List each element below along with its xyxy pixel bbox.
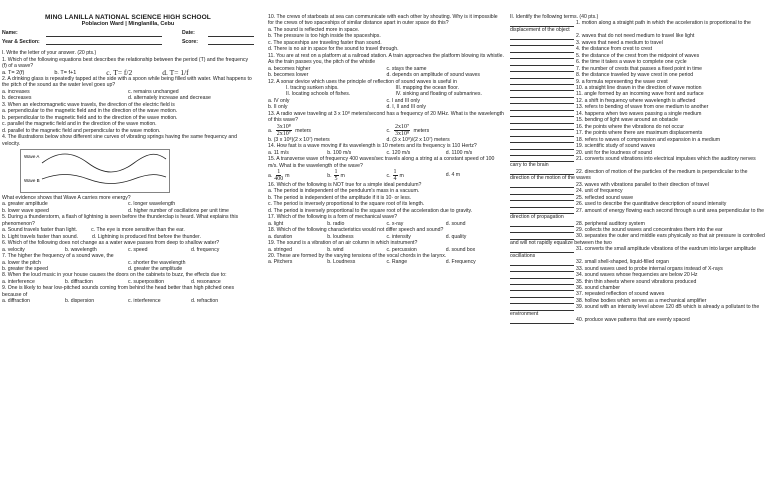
q8-option-d[interactable]: d. resonance bbox=[191, 278, 221, 285]
q4-options bbox=[2, 201, 254, 214]
term-description: 37. repeated reflection of sound waves bbox=[576, 291, 665, 298]
term-description: 11. angle formed by an incoming wave front and surface bbox=[576, 91, 704, 98]
question-5: 5. During a thunderstorm, a flash of lightning is seen before the thunderclap is heard. What explains this phenomenon? bbox=[2, 214, 239, 227]
term-description: 19. scientific study of sound waves bbox=[576, 143, 656, 150]
list-item bbox=[510, 156, 766, 169]
q1-option-b[interactable]: b. T= f+1 bbox=[54, 69, 77, 76]
q4-option-c[interactable]: c. longer wavelength bbox=[128, 201, 176, 208]
answer-blank[interactable] bbox=[510, 259, 574, 265]
question-2: 2. A drinking glass is repeatedly tapped at the side with a spoon while being filled with water. What happens to the pitch of the sound as the water level goes up? bbox=[2, 76, 252, 89]
list-item bbox=[510, 20, 766, 33]
term-description: 17. the points where there are maximum displacements bbox=[576, 130, 703, 137]
term-description: 28. peripheral auditory system bbox=[576, 220, 645, 227]
date-label: Date: bbox=[182, 30, 195, 36]
q19-option-b[interactable]: b. wind bbox=[327, 246, 344, 253]
term-description: 33. sound waves used to probe internal organs instead of X-rays bbox=[576, 265, 723, 272]
question-1: 1. Which of the following equations best describes the relationship between the period (T) and the frequency (f) of a wave? bbox=[2, 56, 249, 70]
q12-item-3: III. mapping the ocean floor. bbox=[395, 84, 459, 91]
q5-option-d[interactable]: d. Lightning is produced first before the thunder. bbox=[92, 233, 201, 240]
q12-item-2: II. locating schools of fishes. bbox=[286, 91, 351, 98]
name-field[interactable] bbox=[46, 30, 162, 37]
q15-option-c[interactable]: c. $\frac{1}{4}$ m bbox=[386, 168, 404, 182]
q12-items bbox=[268, 85, 505, 98]
term-description: 31. converts the small amplitude vibrations of the eardrum into larger amplitude oscillations bbox=[510, 246, 757, 259]
q12-item-1: I. tracing sunken ships. bbox=[286, 84, 339, 91]
term-description: 34. sound waves whose frequencies are below 20 Hz bbox=[576, 272, 698, 279]
term-description: 18. refers to waves of compression and expansion in a medium bbox=[576, 136, 721, 143]
question-15: 15. A transverse wave of frequency 400 waves/sec travels along a string at a constant speed of 100 m/s. What is the wavelength of the wave? bbox=[268, 156, 495, 169]
list-item bbox=[510, 317, 766, 323]
term-description: 3. waves that need a medium to travel bbox=[576, 39, 663, 46]
q14-option-b[interactable]: b. 100 m/s bbox=[327, 149, 352, 156]
q5-option-c[interactable]: c. The eye is more sensitive than the ear. bbox=[91, 227, 185, 234]
question-19: 19. The sound is a vibration of an air column in which instrument? bbox=[268, 240, 418, 247]
term-description: 12. a shift in frequency where wavelength is affected bbox=[576, 97, 696, 104]
term-description: 24. unit of frequency bbox=[576, 188, 623, 195]
q3-option-a[interactable]: a. perpendicular to the magnetic field and in the direction of the wave motion. bbox=[2, 108, 178, 115]
term-description: 13. refers to bending of wave from one medium to another bbox=[576, 104, 709, 111]
q12-option-c[interactable]: c. I and III only bbox=[386, 97, 420, 104]
q2-option-d[interactable]: d. alternately increase and decrease bbox=[128, 95, 211, 102]
q6-option-d[interactable]: d. frequency bbox=[191, 246, 220, 253]
school-name: MING LANILLA NATIONAL SCIENCE HIGH SCHOOL bbox=[45, 14, 211, 21]
q9-option-d[interactable]: d. refraction bbox=[191, 298, 219, 305]
q16-option-b[interactable]: b. The period is independent of the amplitude if it is 10· or less. bbox=[268, 194, 412, 201]
column-middle bbox=[268, 14, 505, 497]
question-20: 20. These are formed by the varying tensions of the vocal chords in the larynx. bbox=[268, 252, 447, 259]
q19-option-c[interactable]: c. percussion bbox=[386, 246, 417, 253]
term-description: 36. sound chamber bbox=[576, 285, 621, 292]
term-description: 38. hollow bodies which serves as a mechanical amplifier bbox=[576, 297, 707, 304]
q14-option-d[interactable]: d. 1100 m/s bbox=[445, 149, 473, 156]
q3-option-c[interactable]: c. parallel the magnetic field and in the direction of the wave motion. bbox=[2, 121, 157, 128]
term-description: 14. happens when two waves passing a single medium bbox=[576, 110, 702, 117]
q7-option-b[interactable]: b. greater the speed bbox=[2, 265, 49, 272]
term-description: 4. the distance from crest to crest bbox=[576, 46, 652, 53]
q10-option-a[interactable]: a. The sound is reflected more in space. bbox=[268, 26, 360, 33]
answer-blank[interactable] bbox=[510, 189, 574, 195]
q7-option-c[interactable]: c. shorter the wavelength bbox=[128, 259, 186, 266]
q15-option-d[interactable]: d. 4 m bbox=[445, 172, 461, 179]
term-description: 5. the distance of the crest from the midpoint of waves bbox=[576, 52, 700, 59]
term-description: 25. reflected sound wave bbox=[576, 194, 634, 201]
wave-a-curve bbox=[42, 154, 166, 172]
column-right bbox=[510, 14, 766, 497]
list-item bbox=[510, 169, 766, 182]
q17-option-d[interactable]: d. sound bbox=[445, 220, 466, 227]
q7-options bbox=[2, 260, 254, 273]
date-field[interactable] bbox=[208, 30, 254, 37]
part1-instruction: I. Write the letter of your answer. (20 pts.) bbox=[2, 50, 97, 57]
terms-list bbox=[510, 20, 766, 323]
q11-option-c[interactable]: c. stays the same bbox=[386, 65, 427, 72]
q19-option-d[interactable]: d. sound box bbox=[445, 246, 476, 253]
question-16: 16. Which of the following is NOT true for a simple ideal pendulum? bbox=[268, 181, 422, 188]
list-item bbox=[510, 208, 766, 221]
list-item bbox=[510, 233, 766, 246]
column-left bbox=[2, 14, 254, 497]
term-description: 7. the number of crests that passes a fixed point in time bbox=[576, 65, 703, 72]
answer-blank[interactable] bbox=[510, 47, 574, 53]
q4-option-a[interactable]: a. greater amplitude bbox=[2, 201, 48, 208]
answer-blank[interactable] bbox=[510, 130, 574, 136]
question-3: 3. When an electromagnetic wave travels, the direction of the electric field is bbox=[2, 101, 175, 108]
score-label: Score: bbox=[182, 38, 198, 45]
q9-option-c[interactable]: c. interference bbox=[128, 298, 161, 305]
q1-option-a[interactable]: a. T= 2(f) bbox=[2, 69, 25, 76]
q18-option-c[interactable]: c. intensity bbox=[386, 233, 411, 240]
answer-blank[interactable] bbox=[510, 59, 574, 65]
q12-option-d[interactable]: d. I, II and III only bbox=[386, 104, 426, 111]
q4-option-d[interactable]: d. higher number of oscillations per unit time bbox=[128, 207, 229, 214]
q6-option-c[interactable]: c. speed bbox=[128, 246, 148, 253]
q16-option-a[interactable]: a. The period is independent of the pendulum's mass in a vacuum. bbox=[268, 188, 420, 195]
term-description: 39. sound with an intensity level above 120 dB which is already a pollutant to the environment bbox=[510, 304, 760, 317]
question-18: 18. Which of the following characteristics would not differ speech and sound? bbox=[268, 227, 444, 234]
q20-options bbox=[268, 259, 505, 265]
answer-blank[interactable] bbox=[510, 92, 574, 98]
q2-option-b[interactable]: b. decreases bbox=[2, 95, 32, 102]
q10-option-c[interactable]: c. The spaceships are traveling faster than sound. bbox=[268, 39, 382, 46]
q3-option-d[interactable]: d. parallel to the magnetic field and perpendicular to the wave motion. bbox=[2, 127, 161, 134]
q1-option-c[interactable]: c. T= f/2 bbox=[106, 67, 133, 77]
term-description: 35. thin thin sheets where sound vibrations produced bbox=[576, 278, 697, 285]
answer-blank[interactable] bbox=[510, 272, 574, 278]
term-description: 6. the time it takes a wave to complete one cycle bbox=[576, 59, 687, 66]
q20-option-c[interactable]: c. Range bbox=[386, 259, 408, 266]
q2-option-a[interactable]: a. increases bbox=[2, 88, 30, 95]
q20-option-a[interactable]: a. Pitchers bbox=[268, 259, 293, 266]
q4-option-b[interactable]: b. lower wave speed bbox=[2, 207, 49, 214]
term-description: 32. small shell-shaped, liquid-filled organ bbox=[576, 259, 669, 266]
q13-options bbox=[268, 124, 505, 143]
q11-option-d[interactable]: d. depends on amplitude of sound waves bbox=[386, 72, 480, 79]
q7-option-a[interactable]: a. lower the pitch bbox=[2, 259, 41, 266]
q13-option-a[interactable]: a. $\frac{\text{3x10⁸}}{\text{2x10⁷}}$ meters bbox=[268, 123, 311, 137]
q9-option-a[interactable]: a. diffraction bbox=[2, 298, 30, 305]
q15-options bbox=[268, 169, 505, 182]
wave-b-curve bbox=[42, 174, 166, 183]
q1-option-d[interactable]: d. T= 1/f bbox=[162, 67, 189, 77]
q17-option-b[interactable]: b. radio bbox=[327, 220, 345, 227]
wave-a-label: Wave A bbox=[24, 153, 40, 159]
term-description: 1. motion along a straight path in which the acceleration is proportional to the displacement of the object bbox=[510, 20, 751, 33]
q14-option-c[interactable]: c. 120 m/s bbox=[386, 149, 411, 156]
q7-option-d[interactable]: d. greater the amplitude bbox=[128, 265, 183, 272]
q13-option-c[interactable]: c. $\frac{\text{2x10⁷}}{\text{3x10⁸}}$ meters bbox=[386, 123, 430, 137]
q12-option-a[interactable]: a. IV only bbox=[268, 97, 290, 104]
name-row bbox=[2, 30, 254, 37]
question-4-prompt: What evidence shows that Wave A carries more energy? bbox=[2, 194, 131, 201]
year-section-label: Year & Section: bbox=[2, 38, 40, 45]
answer-blank[interactable] bbox=[510, 201, 574, 207]
term-description: 10. a straight line drawn in the direction of wave motion bbox=[576, 84, 702, 91]
q14-option-a[interactable]: a. 11 m/s bbox=[268, 149, 289, 156]
answer-blank[interactable] bbox=[510, 118, 574, 124]
question-12: 12. A sonar device which uses the principle of reflection of sound waves is useful in bbox=[268, 78, 457, 85]
q8-option-c[interactable]: c. superposition bbox=[128, 278, 165, 285]
q11-option-b[interactable]: b. becomes lower bbox=[268, 72, 309, 79]
q18-option-d[interactable]: d. quality bbox=[445, 233, 467, 240]
term-description: 26. used to describe the quantitative description of sound intensity bbox=[576, 201, 727, 208]
q20-option-b[interactable]: b. Loudness bbox=[327, 259, 356, 266]
term-description: 21. converts sound vibrations into electrical impulses which the auditory nerves carry to the brain bbox=[510, 155, 756, 169]
answer-blank[interactable] bbox=[510, 318, 574, 324]
q8-option-b[interactable]: b. diffraction bbox=[65, 278, 93, 285]
score-field[interactable] bbox=[208, 39, 254, 46]
q2-options bbox=[2, 89, 254, 102]
q11-option-a[interactable]: a. becomes higher bbox=[268, 65, 311, 72]
term-description: 20. unit for the loudness of sound bbox=[576, 149, 653, 156]
q12-option-b[interactable]: b. II only bbox=[268, 104, 288, 111]
term-description: 8. the distance traveled by wave crest in one period bbox=[576, 72, 694, 79]
term-description: 2. waves that do not need medium to travel like light bbox=[576, 33, 695, 40]
q5-options bbox=[2, 227, 254, 240]
wave-illustration bbox=[20, 149, 170, 193]
answer-blank[interactable] bbox=[510, 34, 574, 40]
term-description: 23. waves with vibrations parallel to their direction of travel bbox=[576, 181, 709, 188]
part2-instruction: II. Identify the following terms. (40 pts.) bbox=[510, 14, 599, 20]
question-13: 13. A radio wave traveling at 3 x 10⁸ meters/second has a frequency of 20 MHz. What is the wavelength of this wave? bbox=[268, 110, 504, 124]
answer-blank[interactable] bbox=[510, 143, 574, 149]
question-6: 6. Which of the following does not change as a water wave passes from deep to shallow water? bbox=[2, 240, 220, 247]
q18-option-b[interactable]: b. loudness bbox=[327, 233, 354, 240]
question-8: 8. When the loud music in your house causes the doors on the cabinets to buzz, the effects due to: bbox=[2, 272, 227, 279]
q20-option-d[interactable]: d. Frequency bbox=[445, 259, 476, 266]
question-7: 7. The higher the frequency of a sound wave, the bbox=[2, 253, 114, 260]
q18-option-a[interactable]: a. duration bbox=[268, 233, 293, 240]
term-description: 30. separates the outer and middle ears physically so that air pressure is controlled and will not rapidly equalize between the two bbox=[510, 233, 765, 246]
list-item bbox=[510, 246, 766, 259]
question-4: 4. The illustrations below show different sine curves of vibrating springs having the same frequency and velocity. bbox=[2, 134, 237, 147]
q16-option-d[interactable]: d. The period is inversely proportional to the square root of the acceleration due to gravity. bbox=[268, 207, 473, 214]
school-address: Poblacion Ward | Minglanilla, Cebu bbox=[81, 21, 175, 27]
term-description: 40. produce wave patterns that are evenly spaced bbox=[576, 317, 690, 324]
q8-option-a[interactable]: a. interference bbox=[2, 278, 35, 285]
q15-option-a[interactable]: a. $\frac{1}{400}$ m bbox=[268, 168, 290, 182]
question-17: 17. Which of the following is a form of mechanical wave? bbox=[268, 214, 398, 221]
q10-option-b[interactable]: b. The pressure is too high inside the spaceships. bbox=[268, 33, 381, 40]
question-9: 9. One is likely to hear low-pitched sounds coming from behind the head better than high pitched ones because of bbox=[2, 285, 235, 298]
q17-option-c[interactable]: c. x-ray bbox=[386, 220, 404, 227]
q13-option-d[interactable]: d. (3 x 10⁸)/(2 x 10⁷) meters bbox=[386, 136, 450, 143]
q6-option-b[interactable]: b. wavelength bbox=[65, 246, 97, 253]
name-label: Name: bbox=[2, 30, 18, 36]
question-11: 11. You are at rest on a platform at a railroad station. A train approaches the platform blowing its whistle. As the train passes you, the pitch of the whistle bbox=[268, 52, 504, 66]
q12-options bbox=[268, 98, 505, 111]
answer-blank[interactable] bbox=[510, 72, 574, 78]
q15-option-b[interactable]: b. $\frac{1}{5}$ m bbox=[327, 168, 345, 182]
q10-option-d[interactable]: d. There is no air in space for the sound to travel through. bbox=[268, 46, 399, 53]
q16-option-c[interactable]: c. The period is inversely proportional to the square root of its length. bbox=[268, 201, 425, 208]
term-description: 27. amount of energy flowing each second through a unit area perpendicular to the direction of propagation bbox=[510, 207, 765, 221]
list-item bbox=[510, 304, 766, 317]
question-14: 14. How fast is a wave moving if its wavelength is 10 meters and its frequency is 110 Hertz? bbox=[268, 143, 477, 150]
question-10: 10. The crews of starboats at sea can communicate with each other by shouting. Why is it impossible for the crews of two spaceships of similar distance apart in outer space do this? bbox=[268, 14, 498, 27]
term-description: 16. the points where the vibrations do not occur bbox=[576, 123, 685, 130]
term-description: 22. direction of motion of the particles of the medium is perpendicular to the direction of the motion of the waves bbox=[510, 168, 748, 182]
wave-b-label: Wave B bbox=[24, 177, 40, 183]
q19-option-a[interactable]: a. stringed bbox=[268, 246, 293, 253]
answer-blank[interactable] bbox=[510, 105, 574, 111]
year-section-field[interactable] bbox=[46, 39, 162, 46]
q9-options bbox=[2, 298, 254, 304]
q2-option-c[interactable]: c. remains unchanged bbox=[128, 88, 179, 95]
q9-option-b[interactable]: b. dispersion bbox=[65, 298, 95, 305]
term-description: 9. a formula representing the wave crest bbox=[576, 78, 668, 85]
term-description: 29. collects the sound waves and concentrates them into the ear bbox=[576, 226, 723, 233]
q5-option-b[interactable]: b. Light travels faster than sound. bbox=[2, 233, 79, 240]
q13-option-b[interactable]: b. (3 x 10⁸)(2 x 10⁷) meters bbox=[268, 136, 330, 143]
q19-options bbox=[268, 247, 505, 253]
q5-option-a[interactable]: a. Sound travels faster than light. bbox=[2, 227, 78, 234]
q6-option-a[interactable]: a. velocity bbox=[2, 246, 25, 253]
q3-option-b[interactable]: b. perpendicular to the magnetic field and to the direction of the wave motion. bbox=[2, 114, 178, 121]
q12-item-4: IV. sinking and floating of submarines. bbox=[395, 91, 482, 98]
section-row bbox=[2, 39, 254, 46]
q11-options bbox=[268, 66, 505, 79]
q17-option-a[interactable]: a. light bbox=[268, 220, 284, 227]
term-description: 15. bending of light wave around an obstacle bbox=[576, 117, 679, 124]
